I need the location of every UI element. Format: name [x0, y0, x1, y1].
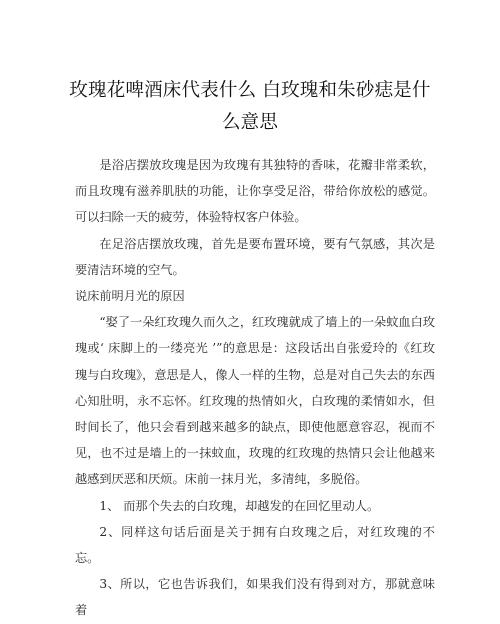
list-item-1: 1、 而那个失去的白玫瑰，却越发的在回忆里动人。: [99, 498, 380, 513]
document-title: 玫瑰花啤酒床代表什么 白玫瑰和朱砂痣是什么意思: [69, 80, 431, 133]
list-item-3: 3、所以，它也告诉我们，如果我们没有得到对方，那就意味着: [75, 577, 435, 618]
paragraph-2: 在足浴店摆放玫瑰，首先是要布置环境，要有气氛感，其次是要清洁环境的空气。: [75, 236, 435, 277]
section-heading: 说床前明月光的原因: [75, 289, 185, 304]
document-body: [75, 152, 435, 624]
paragraph-1: 是浴店摆放玫瑰是因为玫瑰有其独特的香味，花瓣非常柔软，而且玫瑰有滋养肌肤的功能，让你享受足浴，带给你放松的感觉。可以扫除一天的疲劳，体验特权客户体验。: [75, 158, 435, 225]
list-item-2: 2、同样这句话后面是关于拥有白玫瑰之后，对红玫瑰的不忘。: [75, 524, 435, 566]
paragraph-3: “娶了一朵红玫瑰久而久之，红玫瑰就成了墙上的一朵蚊血白玫瑰或‘ 床脚上的一缕亮光 ’”的意思是：这段话出自张爱玲的《红玫瑰与白玫瑰》，意思是人，像人一样的生物，总是对自己失去的东西心知肚明，永不忘怀。红玫瑰的热情如火，白玫瑰的柔情如水，但时间长了，他只会看到越来越多的缺点，即使他愿意容忍，视而不见，也不过是墙上的一抹蚊血，玫瑰的红玫瑰的热情只会让他越来越感到厌恶和厌烦。床前一抹月光，多清纯，多脱俗。: [75, 315, 435, 487]
